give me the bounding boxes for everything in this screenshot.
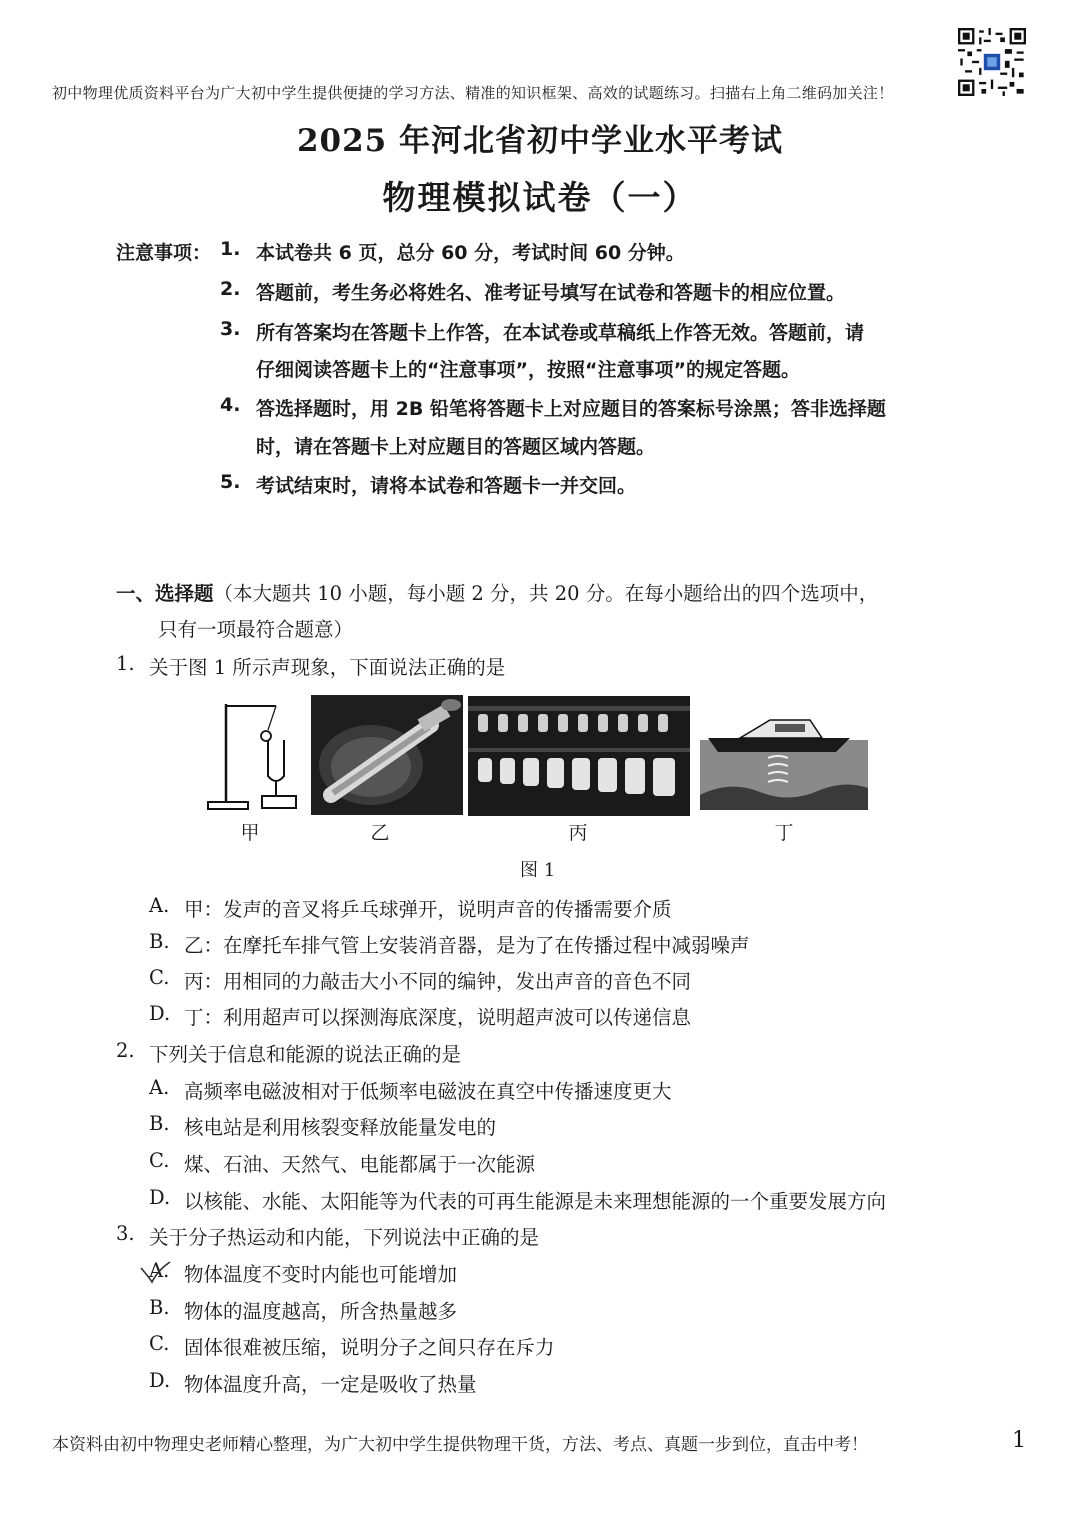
question-stem: 关于图 1 所示声现象，下面说法正确的是: [149, 656, 506, 679]
header-banner: 初中物理优质资料平台为广大初中学生提供便捷的学习方法、精准的知识框架、高效的试题练习。扫描右上角二维码加关注！: [52, 84, 894, 102]
option-letter: A.: [149, 1259, 170, 1282]
question-number: 2.: [116, 1039, 135, 1062]
option-letter: C.: [149, 1149, 170, 1172]
qr-code[interactable]: [958, 28, 1026, 96]
option-text: 物体温度不变时内能也可能增加: [184, 1263, 458, 1286]
figure-sonar-ship: [700, 700, 868, 810]
question-stem: 关于分子热运动和内能，下列说法中正确的是: [149, 1226, 540, 1249]
notice-num: 3.: [220, 318, 241, 340]
notice-text: 时，请在答题卡上对应题目的答题区域内答题。: [256, 436, 656, 458]
option-text: 丁：利用超声可以探测海底深度，说明超声波可以传递信息: [184, 1006, 692, 1029]
section-title: [116, 578, 878, 606]
option-letter: D.: [149, 1186, 171, 1209]
figure-label: 丙: [568, 822, 588, 844]
option-letter: B.: [149, 1296, 170, 1319]
option-text: 乙：在摩托车排气管上安装消音器，是为了在传播过程中减弱噪声: [184, 934, 750, 957]
notice-num: 1.: [220, 238, 241, 260]
figure-tuning-fork: [206, 696, 302, 812]
notice-text: 本试卷共 6 页，总分 60 分，考试时间 60 分钟。: [256, 242, 685, 264]
option-letter: D.: [149, 1002, 171, 1025]
footer-note: 本资料由初中物理史老师精心整理，为广大初中学生提供物理干货，方法、考点、真题一步到位，直击中考！: [52, 1435, 868, 1455]
section-desc: （本大题共 10 小题，每小题 2 分，共 20 分。在每小题给出的四个选项中，: [213, 582, 879, 605]
option-text: 物体的温度越高，所含热量越多: [184, 1300, 458, 1323]
section-heading: 一、选择题: [116, 582, 214, 605]
figure-label: 丁: [774, 822, 794, 844]
option-text: 核电站是利用核裂变释放能量发电的: [184, 1116, 497, 1139]
option-letter: B.: [149, 1112, 170, 1135]
option-letter: C.: [149, 966, 170, 989]
notice-label: 注意事项：: [116, 242, 212, 264]
option-letter: D.: [149, 1369, 171, 1392]
notice-text: 答选择题时，用 2B 铅笔将答题卡上对应题目的答案标号涂黑；答非选择题: [256, 398, 886, 420]
question-number: 1.: [116, 652, 135, 675]
option-text: 以核能、水能、太阳能等为代表的可再生能源是未来理想能源的一个重要发展方向: [184, 1190, 887, 1213]
figure-label: 甲: [240, 822, 260, 844]
notice-text: 仔细阅读答题卡上的“注意事项”，按照“注意事项”的规定答题。: [256, 359, 800, 381]
paper-title: 物理模拟试卷（一）: [382, 178, 698, 217]
option-letter: B.: [149, 930, 170, 953]
option-text: 固体很难被压缩，说明分子之间只存在斥力: [184, 1336, 555, 1359]
option-text: 煤、石油、天然气、电能都属于一次能源: [184, 1153, 536, 1176]
figure-caption: 图 1: [520, 860, 556, 881]
question-number: 3.: [116, 1222, 135, 1245]
option-text: 高频率电磁波相对于低频率电磁波在真空中传播速度更大: [184, 1080, 672, 1103]
exam-title: 2025 年河北省初中学业水平考试: [296, 123, 784, 159]
notice-text: 考试结束时，请将本试卷和答题卡一并交回。: [256, 475, 637, 497]
option-letter: A.: [149, 894, 170, 917]
notice-num: 2.: [220, 278, 241, 300]
figure-label: 乙: [370, 822, 390, 844]
figure-motorcycle-muffler: [311, 695, 463, 815]
option-text: 甲：发声的音叉将乒乓球弹开，说明声音的传播需要介质: [184, 898, 672, 921]
notice-text: 答题前，考生务必将姓名、准考证号填写在试卷和答题卡的相应位置。: [256, 282, 846, 304]
question-stem: 下列关于信息和能源的说法正确的是: [149, 1043, 462, 1066]
option-letter: A.: [149, 1076, 170, 1099]
section-desc-line2: 只有一项最符合题意）: [158, 618, 354, 641]
page-number: 1: [1012, 1428, 1026, 1453]
figure-chime-bells: [468, 696, 690, 816]
notice-num: 4.: [220, 394, 241, 416]
option-letter: C.: [149, 1332, 170, 1355]
handwritten-check-mark: [138, 1258, 172, 1286]
notice-text: 所有答案均在答题卡上作答，在本试卷或草稿纸上作答无效。答题前，请: [256, 322, 865, 344]
notice-num: 5.: [220, 471, 241, 493]
option-text: 丙：用相同的力敲击大小不同的编钟，发出声音的音色不同: [184, 970, 692, 993]
option-text: 物体温度升高，一定是吸收了热量: [184, 1373, 477, 1396]
